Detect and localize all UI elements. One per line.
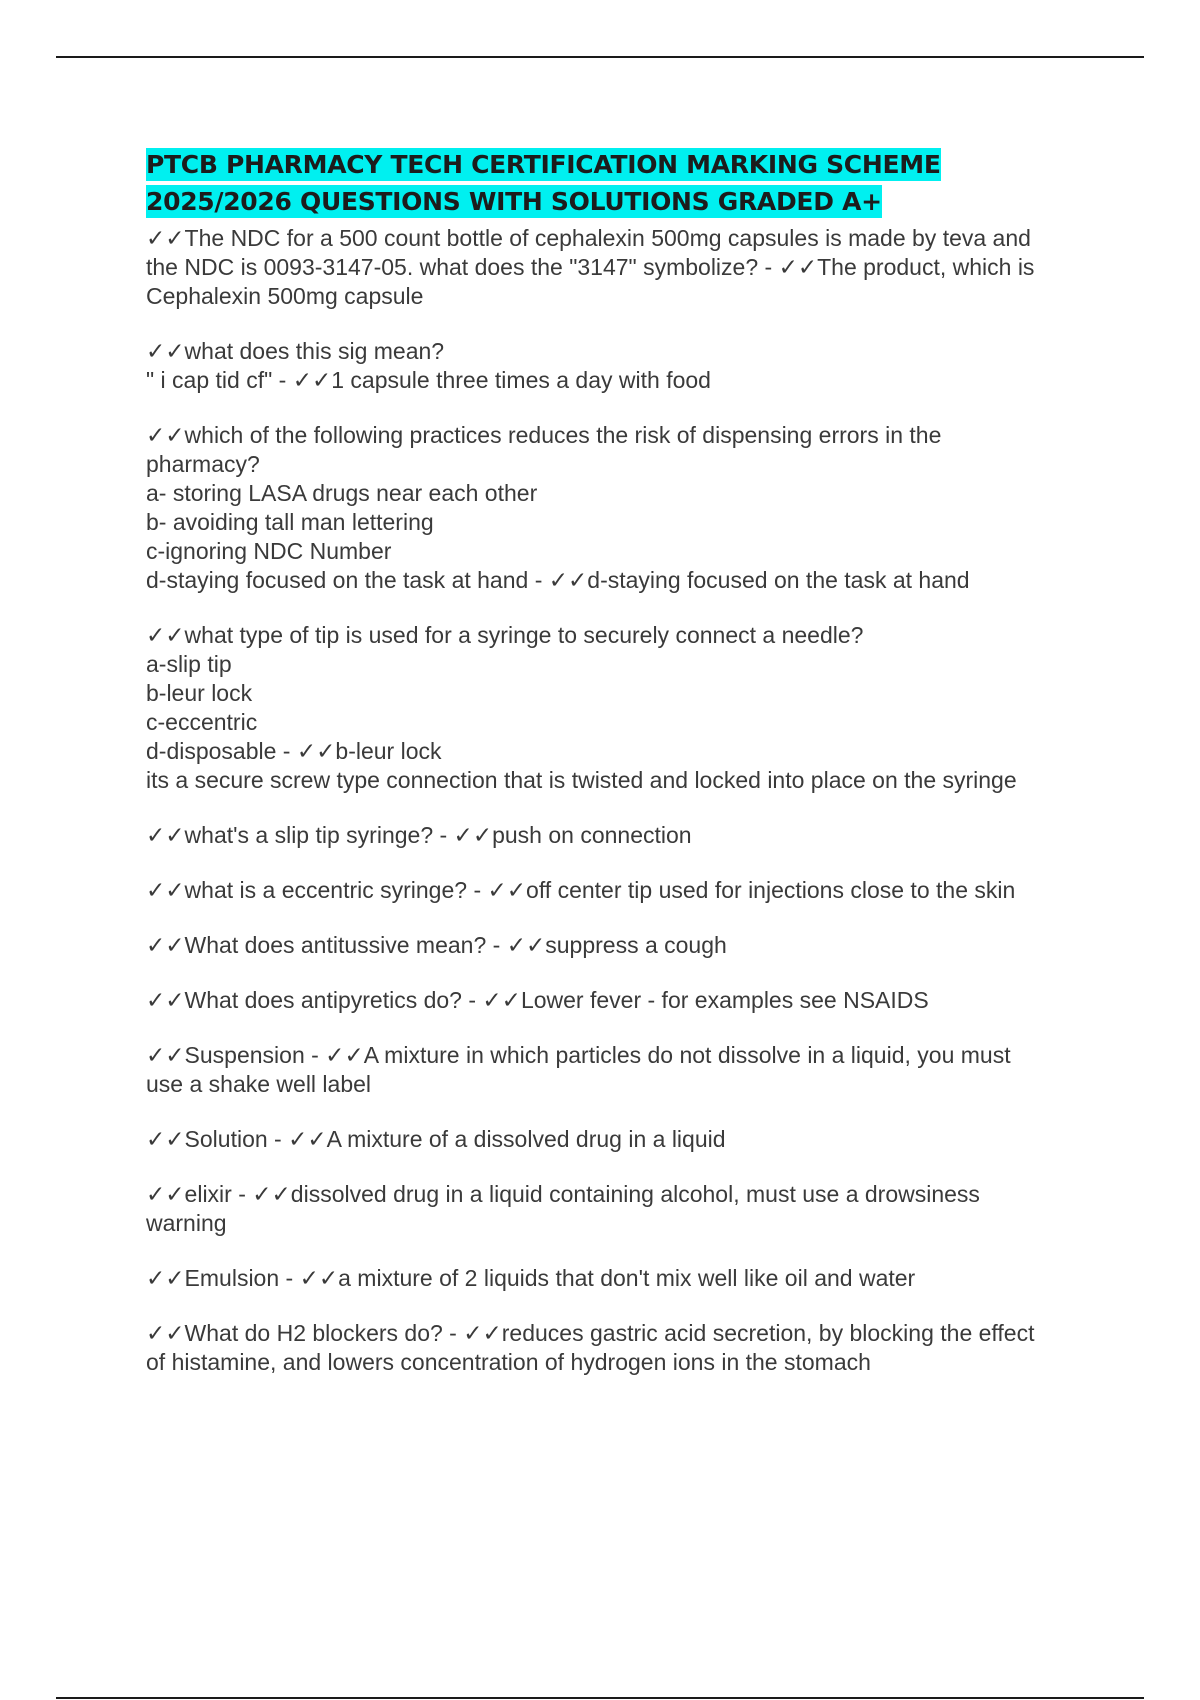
qa-line: a- storing LASA drugs near each other <box>146 480 538 506</box>
qa-line: ✓✓What does antipyretics do? - ✓✓Lower fever - for examples see NSAIDS <box>146 987 929 1013</box>
qa-line: ✓✓what does this sig mean? <box>146 338 445 364</box>
qa-line: ✓✓elixir - ✓✓dissolved drug in a liquid containing alcohol, must use a drowsiness <box>146 1181 980 1207</box>
qa-entry-antitussive <box>146 931 1106 960</box>
qa-line: ✓✓What do H2 blockers do? - ✓✓reduces gastric acid secretion, by blocking the effect <box>146 1320 1035 1346</box>
qa-line: a-slip tip <box>146 651 232 677</box>
qa-line: ✓✓Emulsion - ✓✓a mixture of 2 liquids that don't mix well like oil and water <box>146 1265 916 1291</box>
bottom-rule <box>56 1697 1144 1699</box>
qa-entry-dispensing-errors <box>146 421 1106 595</box>
qa-line: ✓✓which of the following practices reduces the risk of dispensing errors in the <box>146 422 942 448</box>
title-line-2: 2025/2026 QUESTIONS WITH SOLUTIONS GRADED A+ <box>146 187 882 216</box>
qa-line: b- avoiding tall man lettering <box>146 509 434 535</box>
qa-line: " i cap tid cf" - ✓✓1 capsule three times a day with food <box>146 367 711 393</box>
qa-line: ✓✓what's a slip tip syringe? - ✓✓push on connection <box>146 822 692 848</box>
qa-line: ✓✓Suspension - ✓✓A mixture in which particles do not dissolve in a liquid, you must <box>146 1042 1011 1068</box>
qa-entry-antipyretics <box>146 986 1106 1015</box>
qa-line: use a shake well label <box>146 1071 372 1097</box>
qa-entry-h2-blockers <box>146 1319 1106 1377</box>
qa-line: c-eccentric <box>146 709 258 735</box>
document-body <box>146 146 1106 1403</box>
qa-line: ✓✓The NDC for a 500 count bottle of cephalexin 500mg capsules is made by teva and <box>146 225 1031 251</box>
qa-entry-ndc <box>146 224 1106 311</box>
qa-line: its a secure screw type connection that is twisted and locked into place on the syringe <box>146 767 1017 793</box>
qa-entry-eccentric <box>146 876 1106 905</box>
qa-line: c-ignoring NDC Number <box>146 538 392 564</box>
qa-line: d-disposable - ✓✓b-leur lock <box>146 738 442 764</box>
qa-line: b-leur lock <box>146 680 253 706</box>
qa-line: the NDC is 0093-3147-05. what does the "3147" symbolize? - ✓✓The product, which is <box>146 254 1035 280</box>
qa-line: Cephalexin 500mg capsule <box>146 283 424 309</box>
title-line-1: PTCB PHARMACY TECH CERTIFICATION MARKING SCHEME <box>146 150 941 179</box>
qa-line: ✓✓what type of tip is used for a syringe to securely connect a needle? <box>146 622 864 648</box>
qa-line: d-staying focused on the task at hand - ✓✓d-staying focused on the task at hand <box>146 567 970 593</box>
qa-line: ✓✓what is a eccentric syringe? - ✓✓off center tip used for injections close to the skin <box>146 877 1016 903</box>
qa-line: warning <box>146 1210 227 1236</box>
qa-entry-slip-tip <box>146 821 1106 850</box>
qa-line: pharmacy? <box>146 451 260 477</box>
qa-entry-emulsion <box>146 1264 1106 1293</box>
qa-line: ✓✓Solution - ✓✓A mixture of a dissolved drug in a liquid <box>146 1126 726 1152</box>
qa-entry-elixir <box>146 1180 1106 1238</box>
qa-entry-solution <box>146 1125 1106 1154</box>
qa-entry-sig <box>146 337 1106 395</box>
qa-entry-suspension <box>146 1041 1106 1099</box>
qa-entry-syringe-tip <box>146 621 1106 795</box>
top-rule <box>56 56 1144 58</box>
document-title <box>146 146 1106 220</box>
qa-line: of histamine, and lowers concentration of hydrogen ions in the stomach <box>146 1349 871 1375</box>
qa-line: ✓✓What does antitussive mean? - ✓✓suppress a cough <box>146 932 727 958</box>
